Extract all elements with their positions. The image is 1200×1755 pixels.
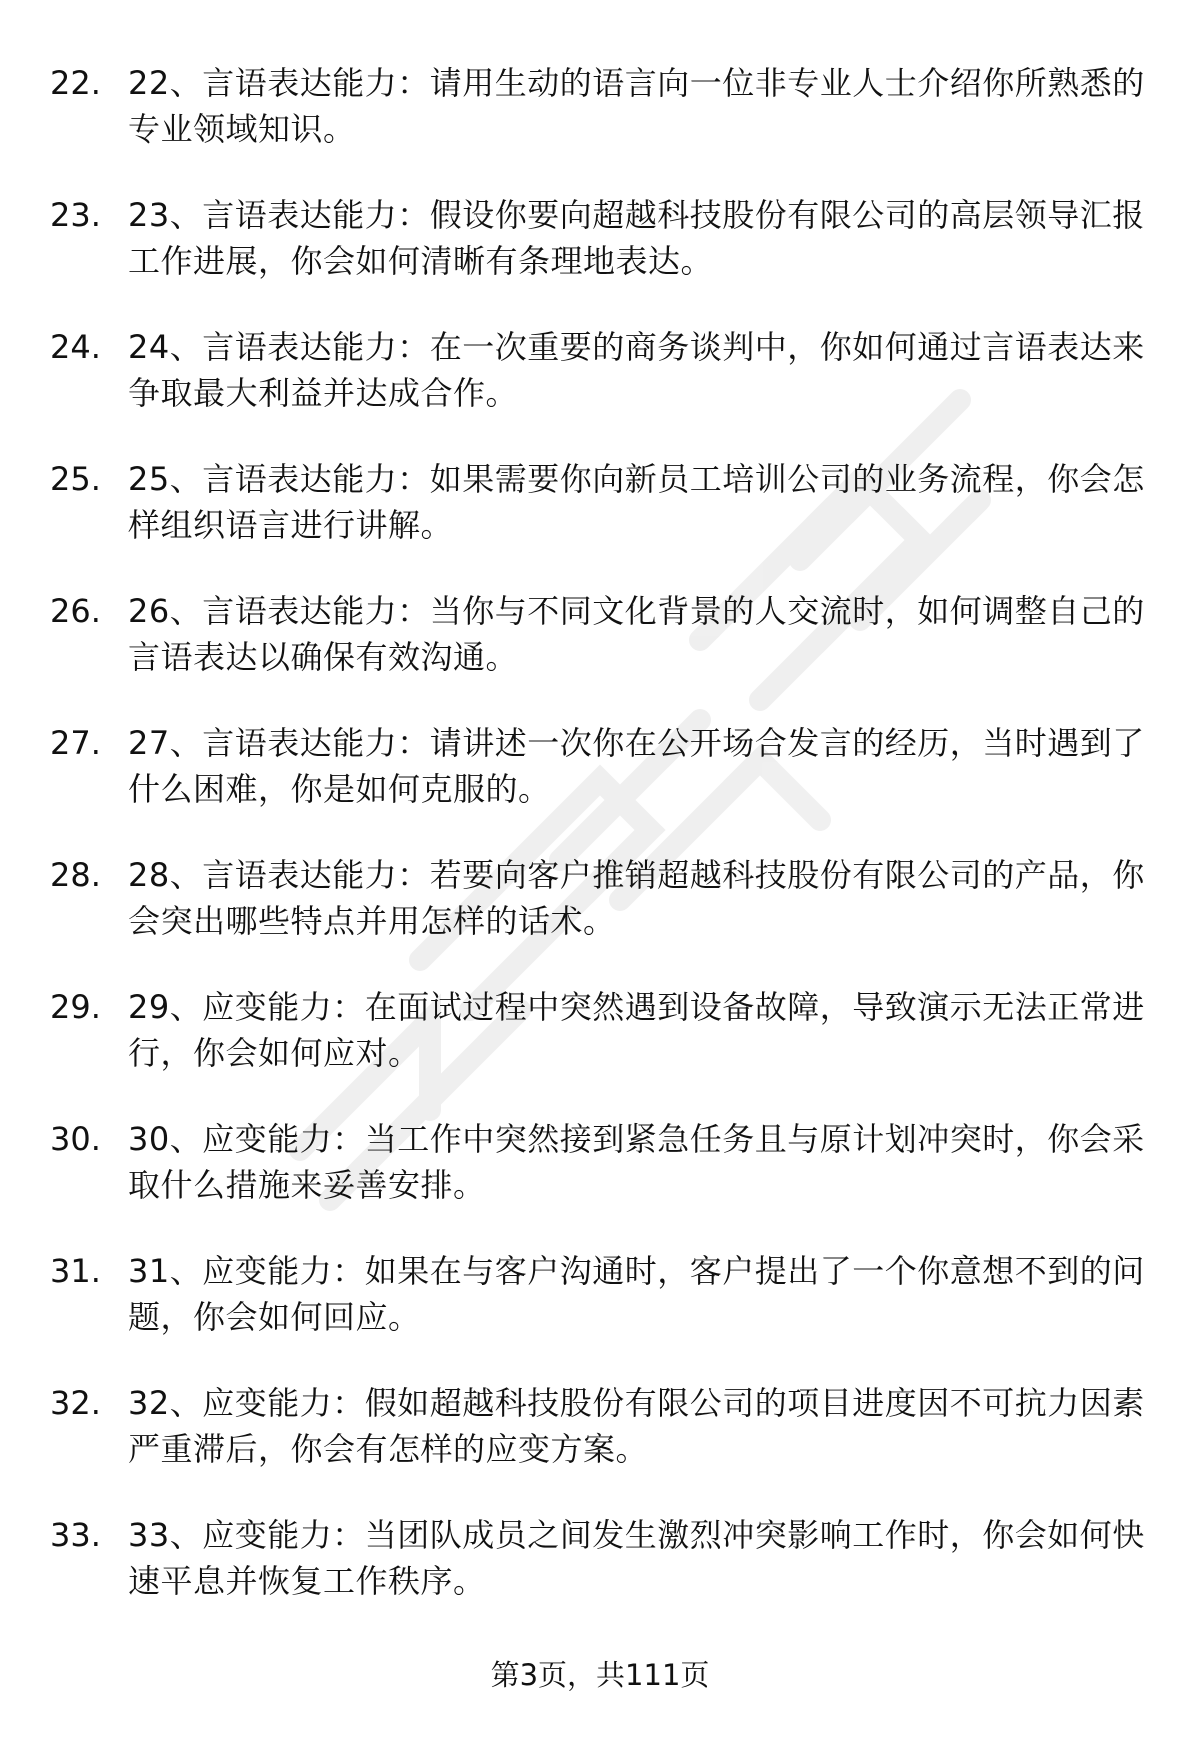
question-text: 33、应变能力：当团队成员之间发生激烈冲突影响工作时，你会如何快速平息并恢复工作秩序。 [128, 1516, 1145, 1600]
question-text: 31、应变能力：如果在与客户沟通时，客户提出了一个你意想不到的问题，你会如何回应。 [128, 1252, 1145, 1336]
question-number: 23. [50, 196, 101, 234]
question-number: 26. [50, 592, 101, 630]
question-text: 29、应变能力：在面试过程中突然遇到设备故障，导致演示无法正常进行，你会如何应对。 [128, 988, 1145, 1072]
list-item [0, 324, 1200, 456]
question-number: 31. [50, 1252, 101, 1290]
question-text: 23、言语表达能力：假设你要向超越科技股份有限公司的高层领导汇报工作进展，你会如何清晰有条理地表达。 [128, 196, 1145, 280]
question-list [0, 60, 1200, 1644]
question-text: 22、言语表达能力：请用生动的语言向一位非专业人士介绍你所熟悉的专业领域知识。 [128, 64, 1145, 148]
question-number: 30. [50, 1120, 101, 1158]
list-item [0, 1248, 1200, 1380]
question-text: 26、言语表达能力：当你与不同文化背景的人交流时，如何调整自己的言语表达以确保有效沟通。 [128, 592, 1145, 676]
list-item [0, 588, 1200, 720]
question-text: 30、应变能力：当工作中突然接到紧急任务且与原计划冲突时，你会采取什么措施来妥善安排。 [128, 1120, 1145, 1204]
question-number: 25. [50, 460, 101, 498]
question-text: 32、应变能力：假如超越科技股份有限公司的项目进度因不可抗力因素严重滞后，你会有怎样的应变方案。 [128, 1384, 1145, 1468]
question-number: 29. [50, 988, 101, 1026]
list-item [0, 720, 1200, 852]
list-item [0, 456, 1200, 588]
list-item [0, 60, 1200, 192]
question-number: 33. [50, 1516, 101, 1554]
list-item [0, 852, 1200, 984]
question-number: 32. [50, 1384, 101, 1422]
list-item [0, 1116, 1200, 1248]
question-number: 27. [50, 724, 101, 762]
question-text: 28、言语表达能力：若要向客户推销超越科技股份有限公司的产品，你会突出哪些特点并用怎样的话术。 [128, 856, 1145, 940]
list-item [0, 984, 1200, 1116]
question-text: 25、言语表达能力：如果需要你向新员工培训公司的业务流程，你会怎样组织语言进行讲解。 [128, 460, 1145, 544]
question-text: 27、言语表达能力：请讲述一次你在公开场合发言的经历，当时遇到了什么困难，你是如何克服的。 [128, 724, 1145, 808]
question-number: 24. [50, 328, 101, 366]
page-number-footer: 第3页，共111页 [490, 1658, 710, 1692]
question-number: 28. [50, 856, 101, 894]
question-text: 24、言语表达能力：在一次重要的商务谈判中，你如何通过言语表达来争取最大利益并达成合作。 [128, 328, 1145, 412]
list-item [0, 1512, 1200, 1644]
list-item [0, 192, 1200, 324]
list-item [0, 1380, 1200, 1512]
question-number: 22. [50, 64, 101, 102]
